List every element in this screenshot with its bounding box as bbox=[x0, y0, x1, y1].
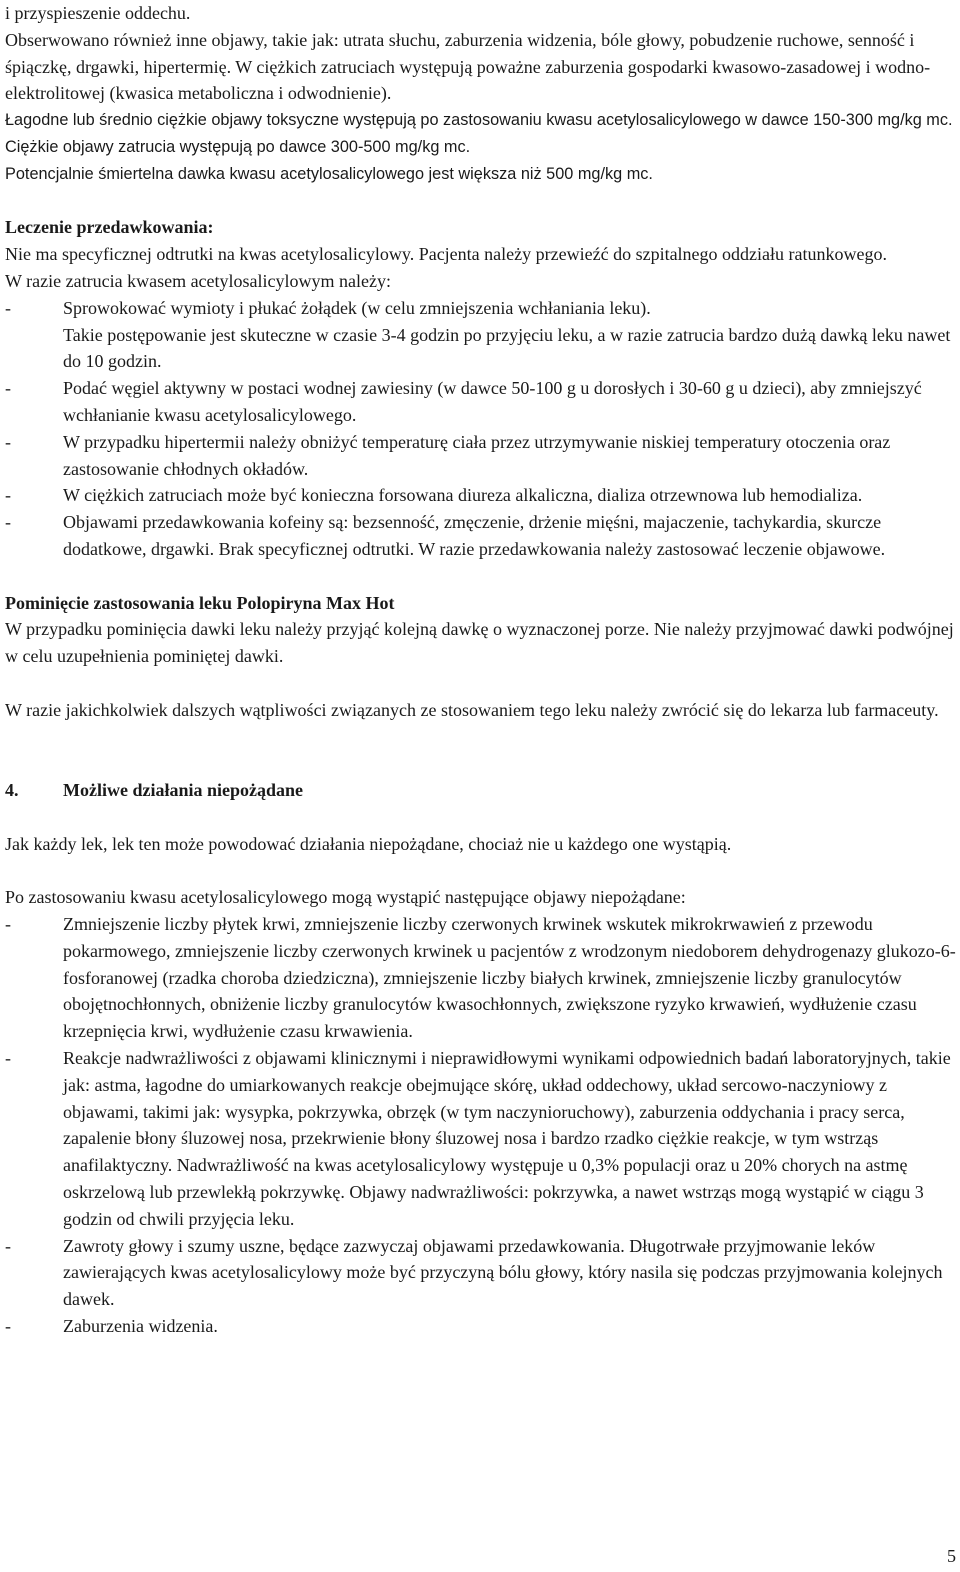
list-item bbox=[5, 375, 957, 429]
toxic-dose-mild: Łagodne lub średnio ciężkie objawy toksyczne występują po zastosowaniu kwasu acetylosalicylowego w dawce 150-300 mg/kg mc. bbox=[5, 111, 953, 130]
doubts-paragraph: W razie jakichkolwiek dalszych wątpliwości związanych ze stosowaniem tego leku należy zwrócić się do lekarza lub farmaceuty. bbox=[5, 699, 939, 720]
list-item bbox=[5, 482, 957, 509]
list-item-text: W ciężkich zatruciach może być konieczna forsowana diureza alkaliczna, dializa otrzewnowa lub hemodializa. bbox=[63, 485, 863, 506]
text-continuation: i przyspieszenie oddechu. bbox=[5, 3, 191, 23]
list-dash: - bbox=[5, 378, 11, 399]
section-number: 4. bbox=[5, 780, 19, 801]
list-dash: - bbox=[5, 1316, 11, 1337]
spacer bbox=[5, 804, 957, 831]
list-item bbox=[5, 1233, 957, 1313]
list-item-continuation: Takie postępowanie jest skuteczne w czasie 3-4 godzin po przyjęciu leku, a w razie zatrucia bardzo dużą dawką leku nawet do 10 godzin. bbox=[63, 324, 951, 372]
toxic-doses-paragraph bbox=[5, 107, 957, 161]
list-item bbox=[5, 429, 957, 483]
spacer bbox=[5, 188, 957, 215]
list-item bbox=[5, 911, 957, 1045]
missed-dose-text: W przypadku pominięcia dawki leku należy przyjąć kolejną dawkę o wyznaczonej porze. Nie należy przyjmować dawki podwójnej w celu uzupełnienia pominiętej dawki. bbox=[5, 619, 954, 667]
list-item-text: Objawami przedawkowania kofeiny są: bezsenność, zmęczenie, drżenie mięśni, majaczenie, tachykardia, skurcze dodatkowe, drgawki. Brak specyficznej odtrutki. W razie przedawkowania należy zastosować leczenie objawowe. bbox=[63, 512, 886, 559]
list-item-text: Zaburzenia widzenia. bbox=[63, 1316, 218, 1337]
spacer bbox=[5, 724, 957, 778]
other-symptoms-paragraph: Obserwowano również inne objawy, takie jak: utrata słuchu, zaburzenia widzenia, bóle głowy, pobudzenie ruchowe, senność i śpiączkę, drgawki, hipertermię. W ciężkich zatruciach występują poważne zaburzenia gospodarki kwasowo-zasadowej i wodno-elektrolitowej (kwasica metaboliczna i odwodnienie). bbox=[5, 29, 931, 104]
list-item-text: Zmniejszenie liczby płytek krwi, zmniejszenie liczby czerwonych krwinek wskutek mikrokrwawień z przewodu pokarmowego, zmniejszenie liczby czerwonych krwinek u pacjentów z wrodzonym niedoborem dehydrogenazy glukozo-6-fosforanowej (rzadka choroba dziedziczna), zmniejszenie liczby białych krwinek, zmniejszenie liczby granulocytów obojętnochłonnych, obniżenie liczby granulocytów kwasochłonnych, zwiększone ryzyko krwawień, wydłużenie czasu krzepnięcia krwi, wydłużenie czasu krwawienia. bbox=[63, 914, 956, 1042]
overdose-treatment-heading: Leczenie przedawkowania: bbox=[5, 217, 214, 238]
list-dash: - bbox=[5, 431, 11, 452]
list-item bbox=[5, 509, 957, 563]
list-dash: - bbox=[5, 485, 11, 506]
toxic-dose-severe: Ciężkie objawy zatrucia występują po dawce 300-500 mg/kg mc. bbox=[5, 137, 471, 156]
list-dash: - bbox=[5, 512, 11, 533]
toxic-dose-lethal: Potencjalnie śmiertelna dawka kwasu acetylosalicylowego jest większa niż 500 mg/kg mc. bbox=[5, 164, 653, 183]
overdose-treatment-lead: W razie zatrucia kwasem acetylosalicylowym należy: bbox=[5, 270, 391, 291]
list-item bbox=[5, 1313, 957, 1340]
list-item-text: Reakcje nadwrażliwości z objawami klinicznymi i nieprawidłowymi wynikami odpowiednich badań laboratoryjnych, takie jak: astma, łagodne do umiarkowanych reakcje obejmujące skórę, układ oddechowy, układ sercowo-naczyniowy z objawami, takimi jak: wysypka, pokrzywka, obrzęk (w tym naczynioruchowy), zaburzenia oddychania i pracy serca, zapalenie błony śluzowej nosa, przekrwienie błony śluzowej nosa i bardzo rzadko ciężkie reakcje, w tym wstrząs anafilaktyczny. Nadwrażliwość na kwas acetylosalicylowy występuje u 0,3% populacji oraz u 20% chorych na astmę oskrzelową lub przewlekłą pokrzywkę. Objawy nadwrażliwości: pokrzywka, a nawet wstrząs mogą wystąpić w ciągu 3 godzin od chwili przyjęcia leku. bbox=[63, 1048, 951, 1229]
list-item bbox=[5, 1045, 957, 1233]
list-item bbox=[5, 295, 957, 322]
list-item-text: Zawroty głowy i szumy uszne, będące zazwyczaj objawami przedawkowania. Długotrwałe przyjmowanie leków zawierających kwas acetylosalicylowy może być przyczyną bólu głowy, który nasila się podczas przyjmowania kolejnych dawek. bbox=[63, 1235, 943, 1310]
document-page bbox=[5, 0, 957, 1340]
section-4-heading bbox=[5, 777, 957, 804]
spacer bbox=[5, 858, 957, 885]
spacer bbox=[5, 670, 957, 697]
overdose-treatment-intro: Nie ma specyficznej odtrutki na kwas acetylosalicylowy. Pacjenta należy przewieźć do szpitalnego oddziału ratunkowego. bbox=[5, 244, 887, 265]
missed-dose-heading: Pominięcie zastosowania leku Polopiryna Max Hot bbox=[5, 592, 395, 613]
section-4-intro: Jak każdy lek, lek ten może powodować działania niepożądane, chociaż nie u każdego one wystąpią. bbox=[5, 833, 732, 854]
spacer bbox=[5, 563, 957, 590]
list-dash: - bbox=[5, 297, 11, 318]
list-dash: - bbox=[5, 914, 11, 935]
list-dash: - bbox=[5, 1235, 11, 1256]
page-number: 5 bbox=[947, 1546, 956, 1566]
section-title: Możliwe działania niepożądane bbox=[63, 780, 303, 801]
list-item-text: Podać węgiel aktywny w postaci wodnej zawiesiny (w dawce 50-100 g u dorosłych i 30-60 g u dzieci), aby zmniejszyć wchłanianie kwasu acetylosalicylowego. bbox=[63, 378, 922, 425]
section-4-lead: Po zastosowaniu kwasu acetylosalicylowego mogą wystąpić następujące objawy niepożądane: bbox=[5, 887, 686, 908]
list-dash: - bbox=[5, 1048, 11, 1069]
list-item-text: W przypadku hipertermii należy obniżyć temperaturę ciała przez utrzymywanie niskiej temperatury otoczenia oraz zastosowanie chłodnych okładów. bbox=[63, 431, 891, 479]
list-item-text: Sprowokować wymioty i płukać żołądek (w celu zmniejszenia wchłaniania leku). bbox=[63, 297, 651, 318]
